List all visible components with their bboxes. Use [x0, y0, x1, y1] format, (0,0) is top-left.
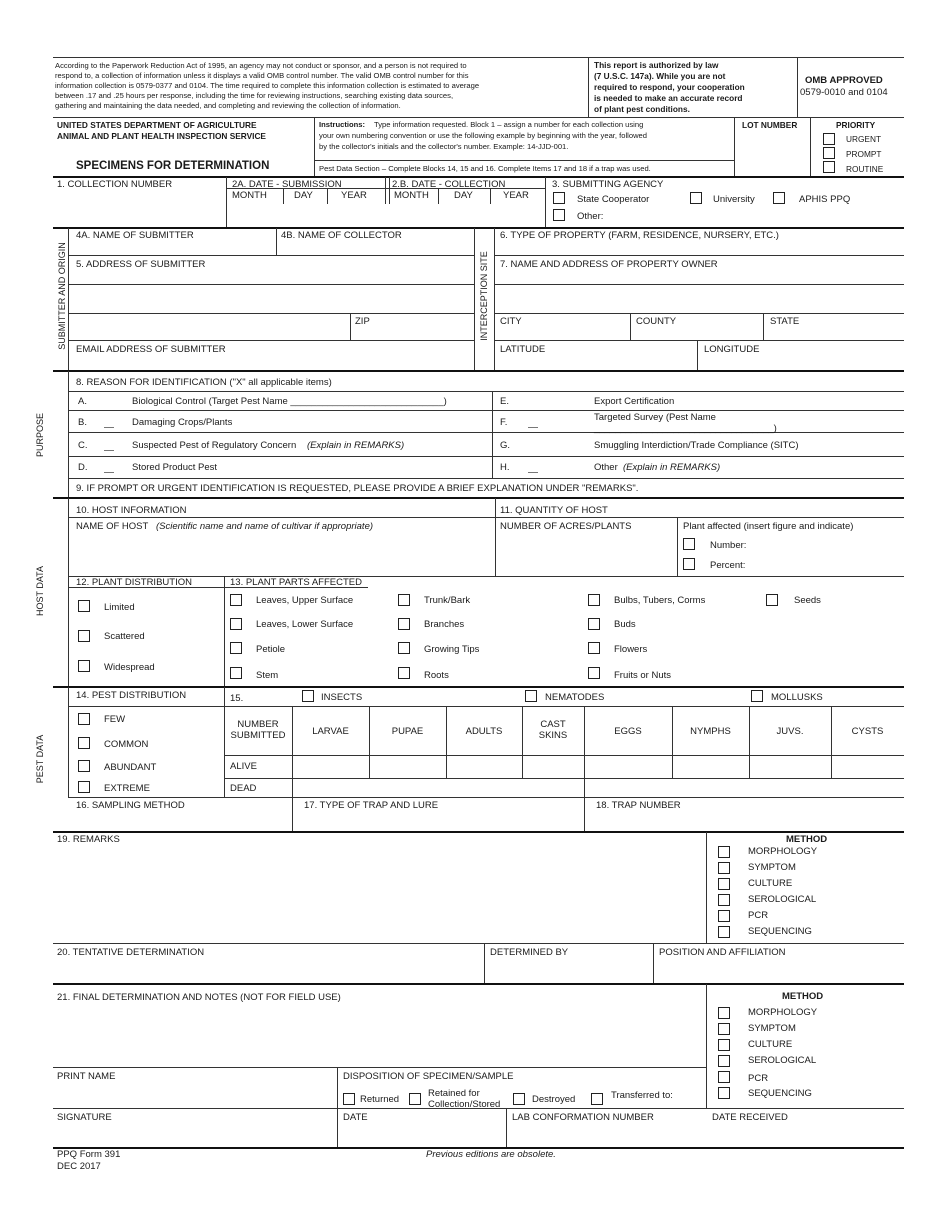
agency-option: State Cooperator: [577, 194, 650, 205]
purpose-g-label: Smuggling Interdiction/Trade Compliance (SITC): [594, 440, 799, 451]
instructions-line: your own numbering convention or use the following example by beginning with the year, followed: [319, 131, 647, 140]
determined-by-label: DETERMINED BY: [490, 947, 569, 958]
purpose-f-mark[interactable]: [528, 419, 538, 428]
agency-name: ANIMAL AND PLANT HEALTH INSPECTION SERVICE: [57, 131, 266, 141]
plant-part-option: Growing Tips: [424, 644, 480, 655]
purpose-c-mark[interactable]: [104, 442, 114, 451]
purpose-letter: F.: [500, 417, 508, 428]
bulbs-checkbox[interactable]: [588, 594, 600, 606]
few-checkbox[interactable]: [78, 713, 90, 725]
pest-type-option: MOLLUSKS: [771, 692, 823, 703]
year-label: YEAR: [341, 190, 367, 201]
other-agency-checkbox[interactable]: [553, 209, 565, 221]
final-culture-checkbox[interactable]: [718, 1039, 730, 1051]
leaves-lower-checkbox[interactable]: [230, 618, 242, 630]
method-label: METHOD: [786, 834, 828, 845]
county-label: COUNTY: [636, 316, 677, 327]
instructions-label: Instructions:: [319, 120, 365, 129]
purpose-b-mark[interactable]: [104, 419, 114, 428]
submitting-agency-label: 3. SUBMITTING AGENCY: [552, 179, 664, 190]
final-determination-label: 21. FINAL DETERMINATION AND NOTES (NOT FOR FIELD USE): [57, 992, 341, 1003]
purpose-f-label: Targeted Survey (Pest Name: [594, 412, 716, 423]
plant-part-option: Leaves, Upper Surface: [256, 595, 354, 606]
state-label: STATE: [770, 316, 800, 327]
purpose-f-line[interactable]: __________________________________): [594, 423, 777, 434]
date-label: DATE: [343, 1112, 368, 1123]
paperwork-line: between .17 and .25 hours per response, including the time for reviewing instructions, searching existing data sources,: [55, 91, 454, 100]
pest-distribution-option: EXTREME: [104, 783, 150, 794]
form-title: SPECIMENS FOR DETERMINATION: [76, 160, 270, 172]
insects-checkbox[interactable]: [302, 690, 314, 702]
agency-option: APHIS PPQ: [799, 194, 851, 205]
plant-part-option: Trunk/Bark: [424, 595, 471, 606]
priority-option: PROMPT: [846, 149, 882, 159]
distribution-option: Widespread: [104, 662, 155, 673]
block-15-label: 15.: [230, 693, 244, 704]
purpose-letter: H.: [500, 462, 510, 473]
disposition-option: Retained for: [428, 1088, 480, 1099]
pest-column-header: PUPAE: [391, 726, 424, 737]
method-option: MORPHOLOGY: [748, 1007, 818, 1018]
priority-prompt-checkbox[interactable]: [823, 147, 835, 159]
priority-label: PRIORITY: [836, 120, 876, 130]
common-checkbox[interactable]: [78, 737, 90, 749]
pest-distribution-label: 14. PEST DISTRIBUTION: [76, 690, 187, 701]
authority-line: (7 U.S.C. 147a). While you are not: [594, 71, 726, 81]
final-method-label: METHOD: [782, 991, 824, 1002]
disposition-label: DISPOSITION OF SPECIMEN/SAMPLE: [343, 1071, 514, 1082]
method-option: SYMPTOM: [748, 1023, 796, 1034]
trap-lure-label: 17. TYPE OF TRAP AND LURE: [304, 800, 439, 811]
alive-row-label: ALIVE: [230, 761, 257, 772]
email-submitter-label: EMAIL ADDRESS OF SUBMITTER: [76, 344, 226, 355]
pest-distribution-option: ABUNDANT: [104, 762, 157, 773]
purpose-b-label: Damaging Crops/Plants: [132, 417, 233, 428]
returned-checkbox[interactable]: [343, 1093, 355, 1105]
longitude-label: LONGITUDE: [704, 344, 760, 355]
remarks-serological-checkbox[interactable]: [718, 894, 730, 906]
plant-part-option: Bulbs, Tubers, Corms: [614, 595, 706, 606]
paperwork-line: respond to, a collection of information unless it displays a valid OMB control number. The valid OMB control number for this: [55, 71, 469, 80]
day-label: DAY: [294, 190, 313, 201]
final-pcr-checkbox[interactable]: [718, 1071, 730, 1083]
mollusks-checkbox[interactable]: [751, 690, 763, 702]
omb-approved: OMB APPROVED: [805, 75, 883, 86]
purpose-letter: G.: [500, 440, 511, 451]
fruits-nuts-checkbox[interactable]: [588, 667, 600, 679]
agency-option: Other:: [577, 211, 604, 222]
pest-column-header: JUVS.: [776, 726, 804, 737]
reason-identification-label: 8. REASON FOR IDENTIFICATION ("X" all applicable items): [76, 377, 332, 388]
purpose-letter: A.: [78, 396, 87, 407]
method-option: SEQUENCING: [748, 1088, 812, 1099]
omb-numbers: 0579-0010 and 0104: [800, 87, 888, 98]
state-cooperator-checkbox[interactable]: [553, 192, 565, 204]
department-name: UNITED STATES DEPARTMENT OF AGRICULTURE: [57, 120, 257, 130]
purpose-letter: D.: [78, 462, 88, 473]
stem-checkbox[interactable]: [230, 667, 242, 679]
date-received-label: DATE RECEIVED: [712, 1112, 788, 1123]
sampling-method-label: 16. SAMPLING METHOD: [76, 800, 185, 811]
disposition-option-line2: Collection/Stored: [428, 1099, 501, 1110]
purpose-letter: C.: [78, 440, 88, 451]
plant-part-option: Seeds: [794, 595, 821, 606]
instructions-line: by the collector's initials and the collector's number. Example: 14-JJD-001.: [319, 142, 569, 151]
priority-urgent-checkbox[interactable]: [823, 133, 835, 145]
disposition-option: Destroyed: [532, 1094, 576, 1105]
roots-checkbox[interactable]: [398, 667, 410, 679]
purpose-a-label[interactable]: Biological Control (Target Pest Name _____________________________): [132, 396, 447, 407]
priority-option: ROUTINE: [846, 164, 884, 174]
year-label: YEAR: [503, 190, 529, 201]
tentative-determination-label: 20. TENTATIVE DETERMINATION: [57, 947, 205, 958]
pest-column-header: NYMPHS: [690, 726, 731, 737]
abundant-checkbox[interactable]: [78, 760, 90, 772]
quantity-host-label: 11. QUANTITY OF HOST: [500, 505, 608, 516]
signature-label: SIGNATURE: [57, 1112, 112, 1123]
obsolete-note: Previous editions are obsolete.: [426, 1149, 556, 1160]
plant-part-option: Flowers: [614, 644, 648, 655]
pest-column-header: ADULTS: [465, 726, 503, 737]
purpose-d-label: Stored Product Pest: [132, 462, 218, 473]
number-affected-checkbox[interactable]: [683, 538, 695, 550]
final-morphology-checkbox[interactable]: [718, 1007, 730, 1019]
purpose-e-label: Export Certification: [594, 396, 675, 407]
university-checkbox[interactable]: [690, 192, 702, 204]
disposition-option: Returned: [360, 1094, 400, 1105]
final-serological-checkbox[interactable]: [718, 1055, 730, 1067]
final-symptom-checkbox[interactable]: [718, 1023, 730, 1035]
flowers-checkbox[interactable]: [588, 642, 600, 654]
plant-part-option: Petiole: [256, 644, 286, 655]
final-sequencing-checkbox[interactable]: [718, 1087, 730, 1099]
method-option: MORPHOLOGY: [748, 846, 818, 857]
method-option: SEROLOGICAL: [748, 1055, 817, 1066]
interception-site-label: INTERCEPTION SITE: [479, 251, 489, 341]
dead-row-label: DEAD: [230, 783, 257, 794]
method-option: PCR: [748, 910, 769, 921]
purpose-section-label: PURPOSE: [35, 413, 45, 458]
plant-part-option: Branches: [424, 619, 465, 630]
purpose-h-note: (Explain in REMARKS): [623, 462, 721, 473]
plant-part-option: Fruits or Nuts: [614, 670, 672, 681]
plant-part-option: Roots: [424, 670, 449, 681]
submitter-origin-section-label: SUBMITTER AND ORIGIN: [57, 242, 67, 350]
purpose-c-note: (Explain in REMARKS): [307, 440, 405, 451]
pest-column-header: LARVAE: [312, 726, 349, 737]
property-type-label: 6. TYPE OF PROPERTY (FARM, RESIDENCE, NURSERY, ETC.): [500, 230, 779, 241]
collection-number-label: 1. COLLECTION NUMBER: [57, 179, 173, 190]
purpose-letter: B.: [78, 417, 87, 428]
method-option: SEQUENCING: [748, 926, 812, 937]
pest-column-header: CYSTS: [851, 726, 884, 737]
purpose-h-label: Other: [594, 462, 618, 473]
form-number: PPQ Form 391: [57, 1149, 121, 1160]
paperwork-line: information collection is 0579-0377 and 0104. The time required to complete this information collection is estimated to average: [55, 81, 480, 90]
name-host-note: (Scientific name and name of cultivar if appropriate): [156, 521, 374, 532]
scattered-checkbox[interactable]: [78, 630, 90, 642]
name-host-label: NAME OF HOST: [76, 521, 149, 532]
buds-checkbox[interactable]: [588, 618, 600, 630]
plant-affected-label: Plant affected (insert figure and indicate): [683, 521, 854, 532]
method-option: SYMPTOM: [748, 862, 796, 873]
nematodes-checkbox[interactable]: [525, 690, 537, 702]
distribution-option: Limited: [104, 602, 135, 613]
petiole-checkbox[interactable]: [230, 642, 242, 654]
host-data-section-label: HOST DATA: [35, 566, 45, 617]
name-collector-label: 4B. NAME OF COLLECTOR: [281, 230, 402, 241]
pest-column-header: CAST SKINS: [538, 719, 568, 741]
leaves-upper-checkbox[interactable]: [230, 594, 242, 606]
purpose-letter: E.: [500, 396, 509, 407]
remarks-sequencing-checkbox[interactable]: [718, 926, 730, 938]
pest-data-section-label: PEST DATA: [35, 734, 45, 784]
print-name-label: PRINT NAME: [57, 1071, 116, 1082]
pest-type-option: INSECTS: [321, 692, 363, 703]
prompt-urgent-explanation: 9. IF PROMPT OR URGENT IDENTIFICATION IS REQUESTED, PLEASE PROVIDE A BRIEF EXPLANATION UNDER "REMARKS".: [76, 483, 639, 494]
city-label: CITY: [500, 316, 522, 327]
remarks-symptom-checkbox[interactable]: [718, 862, 730, 874]
seeds-checkbox[interactable]: [766, 594, 778, 606]
remarks-label: 19. REMARKS: [57, 834, 120, 845]
extreme-checkbox[interactable]: [78, 781, 90, 793]
position-affiliation-label: POSITION AND AFFILIATION: [659, 947, 786, 958]
paperwork-line: gathering and maintaining the data needed, and completing and reviewing the collection of information.: [55, 101, 401, 110]
lot-number-label: LOT NUMBER: [742, 120, 798, 130]
purpose-h-mark[interactable]: [528, 464, 538, 473]
priority-routine-checkbox[interactable]: [823, 161, 835, 173]
remarks-morphology-checkbox[interactable]: [718, 846, 730, 858]
latitude-label: LATITUDE: [500, 344, 546, 355]
priority-option: URGENT: [846, 134, 882, 144]
method-option: CULTURE: [748, 1039, 793, 1050]
authority-line: This report is authorized by law: [594, 60, 719, 70]
plant-part-option: Buds: [614, 619, 636, 630]
widespread-checkbox[interactable]: [78, 660, 90, 672]
pest-distribution-option: COMMON: [104, 739, 149, 750]
method-option: CULTURE: [748, 878, 793, 889]
purpose-c-label: Suspected Pest of Regulatory Concern: [132, 440, 297, 451]
zip-label: ZIP: [355, 316, 370, 327]
instructions-line: Type information requested. Block 1 – assign a number for each collection using: [374, 120, 644, 129]
disposition-option: Transferred to:: [611, 1090, 673, 1101]
address-submitter-label: 5. ADDRESS OF SUBMITTER: [76, 259, 206, 270]
trunk-bark-checkbox[interactable]: [398, 594, 410, 606]
date-collection-label: 2.B. DATE - COLLECTION: [392, 179, 506, 190]
date-submission-label: 2A. DATE - SUBMISSION: [232, 179, 342, 190]
transferred-checkbox[interactable]: [591, 1093, 603, 1105]
plant-part-option: Leaves, Lower Surface: [256, 619, 354, 630]
percent-affected-label: Percent:: [710, 560, 746, 571]
acres-plants-label: NUMBER OF ACRES/PLANTS: [500, 521, 632, 532]
form-date: DEC 2017: [57, 1161, 101, 1172]
method-option: SEROLOGICAL: [748, 894, 817, 905]
remarks-culture-checkbox[interactable]: [718, 878, 730, 890]
authority-line: is needed to make an accurate record: [594, 93, 743, 103]
authority-line: required to respond, your cooperation: [594, 82, 745, 92]
name-submitter-label: 4A. NAME OF SUBMITTER: [76, 230, 194, 241]
plant-part-option: Stem: [256, 670, 279, 681]
host-info-label: 10. HOST INFORMATION: [76, 505, 187, 516]
plant-parts-label: 13. PLANT PARTS AFFECTED: [230, 577, 362, 588]
purpose-d-mark[interactable]: [104, 464, 114, 473]
retained-checkbox[interactable]: [409, 1093, 421, 1105]
authority-line: of plant pest conditions.: [594, 104, 690, 114]
lab-confirmation-label: LAB CONFORMATION NUMBER: [512, 1112, 654, 1123]
month-label: MONTH: [232, 190, 267, 201]
number-affected-label: Number:: [710, 540, 747, 551]
property-owner-label: 7. NAME AND ADDRESS OF PROPERTY OWNER: [500, 259, 718, 270]
remarks-pcr-checkbox[interactable]: [718, 910, 730, 922]
paperwork-line: According to the Paperwork Reduction Act of 1995, an agency may not conduct or sponsor, and a person is not required to: [55, 61, 467, 70]
distribution-option: Scattered: [104, 631, 145, 642]
pest-column-header: EGGS: [614, 726, 642, 737]
pest-data-note: Pest Data Section – Complete Blocks 14, 15 and 16. Complete Items 17 and 18 if a trap was used.: [319, 164, 651, 173]
aphis-ppq-checkbox[interactable]: [773, 192, 785, 204]
limited-checkbox[interactable]: [78, 600, 90, 612]
destroyed-checkbox[interactable]: [513, 1093, 525, 1105]
percent-affected-checkbox[interactable]: [683, 558, 695, 570]
branches-checkbox[interactable]: [398, 618, 410, 630]
month-label: MONTH: [394, 190, 429, 201]
plant-distribution-label: 12. PLANT DISTRIBUTION: [76, 577, 192, 588]
number-submitted-header: NUMBER SUBMITTED: [230, 719, 286, 741]
trap-number-label: 18. TRAP NUMBER: [596, 800, 681, 811]
pest-type-option: NEMATODES: [545, 692, 605, 703]
day-label: DAY: [454, 190, 473, 201]
agency-option: University: [713, 194, 755, 205]
growing-tips-checkbox[interactable]: [398, 642, 410, 654]
method-option: PCR: [748, 1073, 769, 1084]
pest-distribution-option: FEW: [104, 714, 126, 725]
